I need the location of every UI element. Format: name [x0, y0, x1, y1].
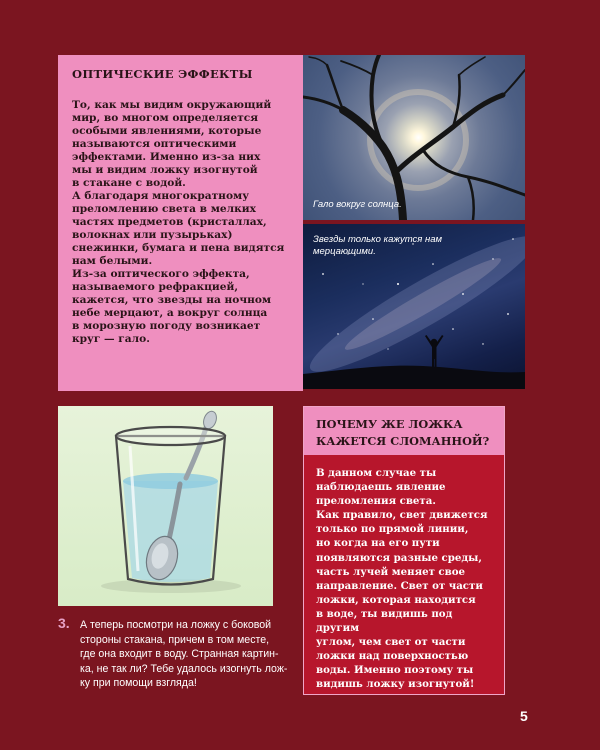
step-text — [80, 618, 288, 691]
stars-photo — [303, 224, 525, 389]
spoon-line: воды. Именно поэтому ты — [316, 664, 474, 677]
step-number: 3. — [58, 615, 70, 631]
spoon-line: ложки над поверхностью — [316, 650, 469, 663]
optics-title: ОПТИЧЕСКИЕ ЭФФЕКТЫ — [72, 67, 253, 81]
spoon-line: появляются разные среды, — [316, 551, 482, 564]
stars-caption: Звезды только кажутся нам мерцающими. — [313, 234, 443, 257]
halo-caption: Гало вокруг солнца. — [313, 199, 402, 210]
halo-photo — [303, 55, 525, 220]
spoon-line: видишь ложку изогнутой! — [316, 678, 475, 691]
step-line: А теперь посмотри на ложку с боковой — [80, 619, 272, 631]
optics-line: преломлению света в мелких — [72, 203, 256, 215]
spoon-in-glass-image — [58, 406, 273, 606]
optics-line: в стакане с водой. — [72, 177, 186, 189]
spoon-line: наблюдаешь явление — [316, 481, 446, 494]
step-line: где она входит в воду. Странная картин- — [80, 648, 279, 660]
optics-line: То, как мы видим окружающий — [72, 99, 272, 111]
optics-line: волокнах или пузырьках) — [72, 229, 233, 241]
spoon-line: часть лучей меняет свое — [316, 565, 465, 578]
step-caption — [58, 615, 288, 691]
step-line: стороны стакана, причем в том месте, — [80, 633, 270, 646]
optics-line: снежинки, бумага и пена видятся — [72, 242, 285, 254]
tree-silhouette-image — [303, 55, 525, 220]
optics-line: частях предметов (кристаллах, — [72, 216, 267, 228]
step-line: ку при помощи взгляда! — [80, 677, 197, 689]
spoon-line: В данном случае ты — [316, 467, 437, 479]
spoon-line: только по прямой линии, — [316, 523, 469, 536]
optics-info-box — [58, 55, 303, 391]
optics-line: небе мерцают, а вокруг солнца — [72, 307, 268, 319]
optics-line: мы и видим ложку изогнутой — [72, 164, 258, 176]
optics-line: называются оптическими — [72, 138, 237, 150]
optics-line: называемого рефракцией, — [72, 281, 239, 293]
spoon-line: преломления света. — [316, 495, 436, 508]
spoon-line: в воде, ты видишь под другим — [316, 607, 453, 635]
optics-line: Из-за оптического эффекта, — [72, 268, 250, 280]
spoon-title — [316, 416, 494, 450]
spoon-line: Как правило, свет движется — [316, 509, 488, 522]
optics-text — [72, 99, 293, 346]
page-number: 5 — [520, 708, 528, 724]
spoon-line: ложки, которая находится — [316, 593, 476, 606]
optics-line: в морозную погоду возникает — [72, 320, 261, 332]
spoon-line: направление. Свет от части — [316, 579, 483, 592]
step-line: ка, не так ли? Тебе удалось изогнуть лож- — [80, 662, 288, 675]
glass-illustration — [58, 406, 273, 606]
spoon-header — [304, 407, 504, 455]
optics-line: эффектами. Именно из-за них — [72, 151, 261, 163]
spoon-body — [304, 455, 504, 694]
spoon-line: но когда на его пути — [316, 537, 440, 550]
optics-line: круг — гало. — [72, 333, 150, 345]
optics-line: А благодаря многократному — [72, 190, 249, 202]
optics-line: кажется, что звезды на ночном — [72, 294, 272, 306]
spoon-line: углом, чем свет от части — [316, 636, 466, 649]
spoon-title-line: КАЖЕТСЯ СЛОМАННОЙ? — [316, 434, 490, 448]
optics-line: мир, во многом определяется — [72, 112, 259, 124]
spoon-title-line: ПОЧЕМУ ЖЕ ЛОЖКА — [316, 417, 463, 431]
optics-line: нам белыми. — [72, 255, 153, 267]
spoon-text — [316, 466, 496, 692]
optics-line: особыми явлениями, которые — [72, 125, 262, 137]
spoon-explanation-box — [303, 406, 505, 695]
